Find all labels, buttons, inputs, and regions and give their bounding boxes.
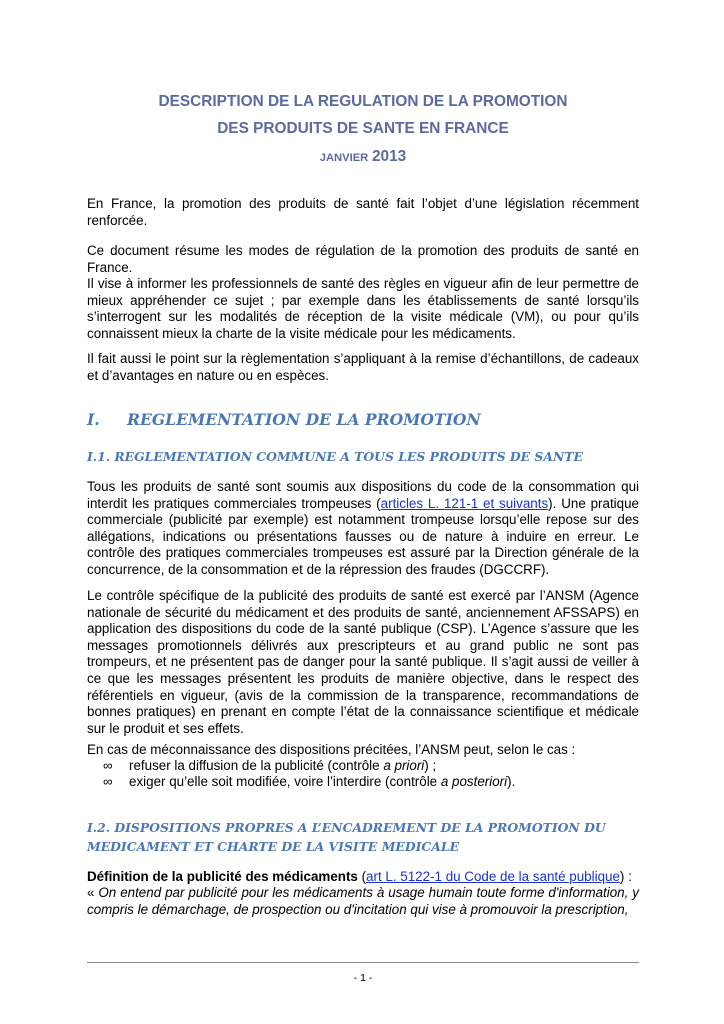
intro-paragraph-3: Il fait aussi le point sur la règlementation s’appliquant à la remise d’échantillons, de cadeaux et d’avantages en nature ou en espèces. bbox=[87, 351, 639, 383]
art-l5122-1-link[interactable]: art L. 5122-1 du Code de la santé publique bbox=[366, 869, 620, 884]
subsection-1-1-paragraph-2: Le contrôle spécifique de la publicité des produits de santé est exercé par l’ANSM (Agence nationale de sécurité du médicament et des produits de santé, anciennement AFSSAPS) en application des dispositions du code de la santé publique (CSP). L’Agence s’assure que les messages promotionnels délivrés aux prescripteurs et au grand public ne sont pas trompeurs, et ne présentent pas de danger pour la santé publique. Il s’agit aussi de veiller à ce que les messages présentent les produits de manière objective, dans le respect des référentiels en vigueur, (avis de la commission de la transparence, recommandations de bonnes pratiques) en prenant en compte l’état de la connaissance scientifique et médicale sur le produit et ses effets. bbox=[87, 588, 639, 736]
infinity-bullet-icon: ∞ bbox=[103, 758, 113, 773]
subsection-1-1-heading: I.1. REGLEMENTATION COMMUNE A TOUS LES PRODUITS DE SANTE bbox=[87, 449, 583, 464]
definition-line: Définition de la publicité des médicaments (art L. 5122-1 du Code de la santé publique) : bbox=[87, 869, 632, 884]
bullet-item-2: ∞ exiger qu’elle soit modifiée, voire l’interdire (contrôle a posteriori). bbox=[103, 774, 516, 789]
bullet-item-1: ∞ refuser la diffusion de la publicité (contrôle a priori) ; bbox=[103, 758, 437, 773]
definition-label: Définition de la publicité des médicaments bbox=[87, 869, 358, 884]
section-1-heading bbox=[87, 412, 481, 429]
section-1-title: REGLEMENTATION DE LA PROMOTION bbox=[127, 410, 481, 429]
intro-paragraph-2a: Ce document résume les modes de régulation de la promotion des produits de santé en France. bbox=[87, 243, 639, 275]
definition-quote: « On entend par publicité pour les médicaments à usage humain toute forme d'information, y compris le démarchage, de prospection ou d'incitation qui vise à promouvoir la prescription, bbox=[87, 885, 639, 917]
document-date bbox=[87, 149, 639, 167]
intro-paragraph-2b: Il vise à informer les professionnels de santé des règles en vigueur afin de leur permettre de mieux appréhender ce sujet ; par exemple dans les établissements de santé lorsqu’ils s’interrogent sur les modalités de réception de la visite médicale (VM), ou pour qu’ils connaissent mieux la charte de la visite médicale pour les médicaments. bbox=[87, 276, 639, 341]
articles-l121-1-link[interactable]: articles L. 121-1 et suivants bbox=[380, 495, 549, 511]
intro-paragraph-1: En France, la promotion des produits de santé fait l’objet d’une législation récemment renforcée. bbox=[87, 196, 639, 228]
page-number: - 1 - bbox=[353, 972, 373, 984]
footer-divider bbox=[87, 962, 639, 963]
document-title-line2: DES PRODUITS DE SANTE EN FRANCE bbox=[217, 120, 509, 137]
date-month: JANVIER bbox=[319, 152, 369, 164]
subsection-1-1-paragraph-1: Tous les produits de santé sont soumis aux dispositions du code de la consommation qui interdit les pratiques commerciales trompeuses (articles L. 121-1 et suivants). Une pratique commerciale (publicité par exemple) est notamment trompeuse lorsqu’elle repose sur des allégations, indications ou présentations fausses ou de nature à induire en erreur. Le contrôle des pratiques commerciales trompeuses est assuré par la Direction générale de la concurrence, de la consommation et de la répression des fraudes (DGCCRF). bbox=[87, 479, 640, 577]
document-title-line1: DESCRIPTION DE LA REGULATION DE LA PROMOTION bbox=[158, 93, 568, 110]
section-1-number: I. bbox=[87, 410, 100, 429]
subsection-1-1-paragraph-3: En cas de méconnaissance des dispositions précitées, l’ANSM peut, selon le cas : bbox=[87, 742, 576, 757]
date-year: 2013 bbox=[371, 148, 407, 165]
subsection-1-2-heading: I.2. DISPOSITIONS PROPRES A L’ENCADREMENT DE LA PROMOTION DU MEDICAMENT ET CHARTE DE LA VISITE MEDICALE bbox=[87, 820, 606, 854]
infinity-bullet-icon: ∞ bbox=[103, 774, 113, 789]
